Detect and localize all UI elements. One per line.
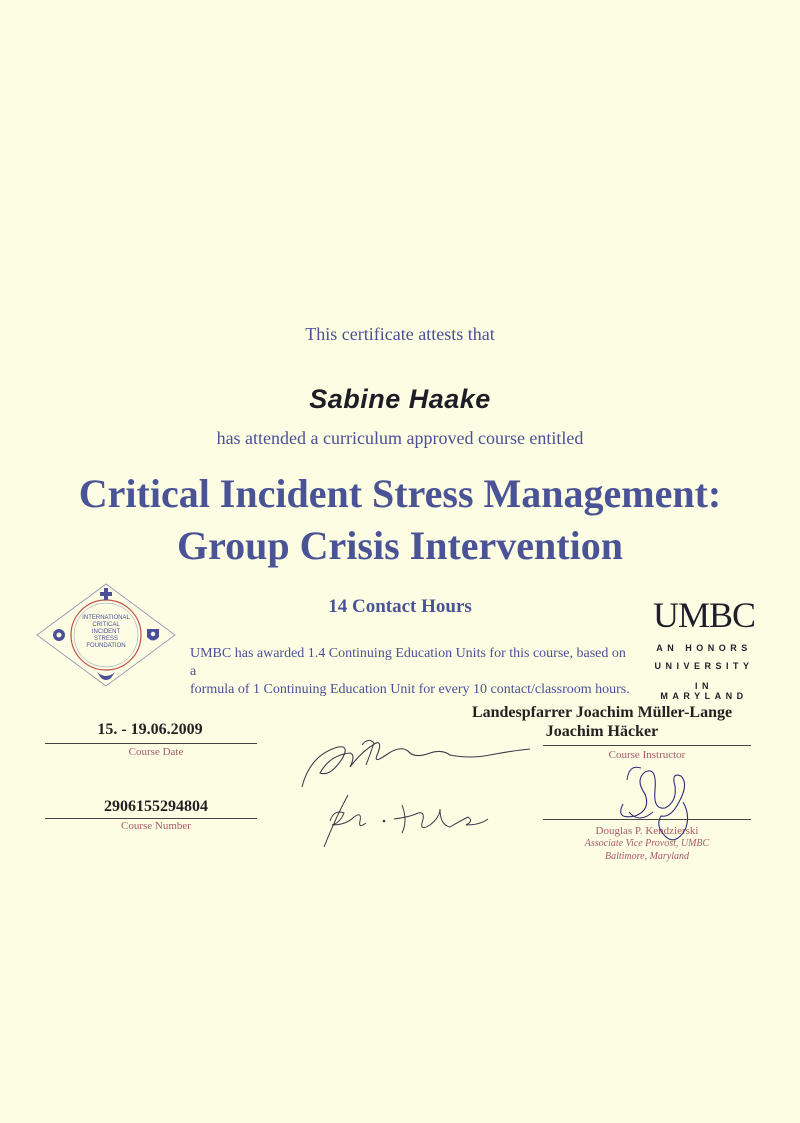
icisf-text-line: STRESS — [93, 636, 118, 642]
contact-hours: 14 Contact Hours — [328, 596, 472, 617]
provost-title: Associate Vice Provost, UMBC — [584, 838, 710, 849]
shield-icon-right — [147, 629, 159, 641]
hands-icon — [97, 672, 115, 680]
icisf-text-line: INCIDENT — [91, 629, 121, 635]
star-of-life-icon — [100, 588, 112, 600]
instructor-name-2: Joachim Häcker — [545, 723, 659, 740]
icisf-text-line: INTERNATIONAL — [82, 615, 130, 621]
icisf-text-line: FOUNDATION — [86, 643, 126, 649]
awarded-line1: UMBC has awarded 1.4 Continuing Education Units for this course, based on a — [190, 646, 626, 679]
provost-city: Baltimore, Maryland — [604, 851, 690, 862]
recipient-name: Sabine Haake — [309, 384, 491, 414]
course-instructor-line — [543, 745, 751, 746]
course-number-label: Course Number — [121, 820, 191, 832]
awarded-text — [190, 645, 630, 699]
awarded-line2: formula of 1 Continuing Education Unit for every 10 contact/classroom hours. — [190, 682, 630, 697]
course-instructor-label: Course Instructor — [608, 749, 686, 761]
course-title-line2: Group Crisis Intervention — [177, 523, 623, 568]
instructor-signatures — [290, 725, 550, 855]
provost-line — [543, 819, 751, 820]
provost-name: Douglas P. Kendzierski — [595, 825, 699, 837]
icisf-text-line: CRITICAL — [92, 622, 120, 628]
course-number-line — [45, 818, 257, 819]
attended-text: has attended a curriculum approved course entitled — [216, 428, 584, 448]
umbc-tagline-3: IN MARYLAND — [660, 681, 748, 701]
icisf-logo-text — [76, 615, 136, 650]
course-number-value: 2906155294804 — [104, 798, 208, 815]
umbc-tagline-2: UNIVERSITY — [654, 661, 754, 671]
course-date-label: Course Date — [128, 746, 184, 758]
instructor-name-1: Landespfarrer Joachim Müller-Lange — [471, 704, 733, 721]
course-date-line — [45, 743, 257, 744]
umbc-wordmark: UMBC — [652, 595, 756, 635]
course-date-value: 15. - 19.06.2009 — [97, 721, 203, 738]
shield-icon-left — [53, 629, 65, 641]
course-title-line1: Critical Incident Stress Management: — [78, 471, 722, 516]
umbc-tagline-1: AN HONORS — [656, 643, 752, 653]
attests-text: This certificate attests that — [305, 324, 495, 344]
